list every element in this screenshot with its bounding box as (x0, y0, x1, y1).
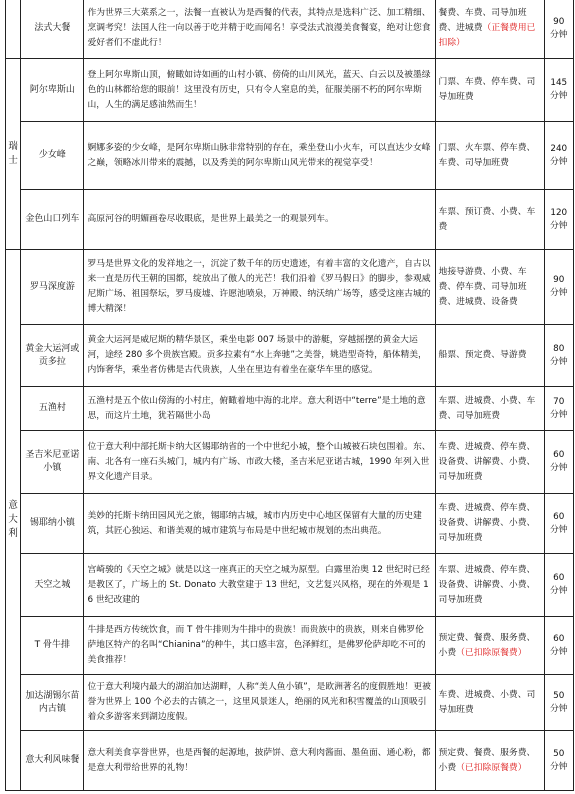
activity-name: 法式大餐 (21, 0, 84, 59)
table-row (6, 59, 574, 122)
activity-description: 高原河谷的明媚画卷尽收眼底，是世界上最美之一的观景列车。 (84, 190, 435, 250)
activity-description: 宫崎骏的《天空之城》就是以这一座真正的天空之城为原型。白露里治奥 12 世纪时已经是教区了，广场上的 St. Donato 大教堂建于 13 世纪，文艺复兴风格，现在的外观是 16 世纪改建的 (84, 554, 435, 617)
fee-text: 餐费、车费、司导加班费、进城费 (438, 8, 527, 33)
fee-text: 门票、火车票、停车费、车费、司导加班费 (438, 142, 536, 168)
duration: 60 分钟 (544, 494, 573, 554)
fee-items (435, 122, 544, 190)
table-row (6, 431, 574, 494)
duration: 50 分钟 (544, 731, 573, 791)
duration: 240 分钟 (544, 122, 573, 190)
fee-note: （已扣除原餐费） (456, 762, 527, 773)
table-row (6, 554, 574, 617)
activity-description: 婀娜多姿的少女峰，是阿尔卑斯山脉非常特别的存在，乘坐登山小火车，可以直达少女峰之巅，领略冰川带来的震撼，以及秀美的阿尔卑斯山风光带来的视觉享受！ (84, 122, 435, 190)
fee-text: 地接导游费、小费、车费、停车费、司导加班费、进城费、设备费 (438, 266, 527, 307)
fee-items (435, 59, 544, 122)
fee-items (435, 190, 544, 250)
fee-text: 船票、预定费、导游费 (438, 350, 527, 360)
duration: 60 分钟 (544, 617, 573, 675)
table-row (6, 325, 574, 387)
fee-note: （已扣除原餐费） (456, 647, 527, 658)
activity-name: T 骨牛排 (21, 617, 84, 675)
activity-name: 罗马深度游 (21, 250, 84, 325)
activity-description: 意大利美食享誉世界，也是西餐的起源地，披萨饼、意大利肉酱面、墨鱼面、通心粉，都是意大利带给世界的礼物！ (84, 731, 435, 791)
fee-text: 车费、进城费、停车费、设备费、讲解费、小费、司导加班费 (438, 441, 536, 482)
table-row (6, 387, 574, 431)
fee-items (435, 494, 544, 554)
table-row (6, 0, 574, 59)
table-row (6, 617, 574, 675)
fee-text: 车费、进城费、小费、司导加班费 (438, 689, 536, 715)
activity-name: 圣吉米尼亚诺小镇 (21, 431, 84, 494)
activity-description: 牛排是西方传统饮食，而 T 骨牛排则为牛排中的贵族！而贵族中的贵族，则来自佛罗伦萨地区特产的名叫“Chianina”的种牛，其口感丰富，色泽鲜红，是佛罗伦萨却吃不可的美食推荐！ (84, 617, 435, 675)
duration: 50 分钟 (544, 675, 573, 731)
duration: 80 分钟 (544, 325, 573, 387)
fee-items (435, 617, 544, 675)
table-row (6, 122, 574, 190)
table-row (6, 675, 574, 731)
country-cell: 意大利 (6, 250, 21, 791)
fee-items (435, 731, 544, 791)
activity-description: 五渔村是五个依山傍海的小村庄，俯瞰着地中海的北岸。意大利语中“terre”是土地的意思，而这片土地，犹若隔世小岛 (84, 387, 435, 431)
duration: 120 分钟 (544, 190, 573, 250)
duration: 70 分钟 (544, 387, 573, 431)
table-row (6, 190, 574, 250)
duration: 60 分钟 (544, 554, 573, 617)
duration: 145 分钟 (544, 59, 573, 122)
fee-text: 门票、车费、停车费、司导加班费 (438, 77, 536, 102)
fee-text: 预定费、餐费、服务费、小费 (438, 632, 536, 658)
activity-name: 加达湖锡尔苗内古镇 (21, 675, 84, 731)
fee-items (435, 325, 544, 387)
fee-items (435, 0, 544, 59)
fee-note: （正餐费用已扣除） (438, 23, 536, 48)
fee-text: 车票、进城费、小费、车费、司导加班费 (438, 395, 536, 421)
fee-text: 车票、预订费、小费、车费 (438, 206, 536, 232)
activity-description: 位于意大利境内最大的湖泊加达湖畔，人称“美人鱼小镇”，是欧洲著名的度假胜地！更被誉为世界上 100 个必去的古镇之一，这里风景迷人，绝丽的风光和积雪覆盖的山顶吸引着众多游客来到湖边度假。 (84, 675, 435, 731)
optional-activities-table (5, 0, 574, 791)
activity-description: 登上阿尔卑斯山顶，俯瞰如诗如画的山村小镇、傍倚的山川风光，蓝天、白云以及被墨绿色的山林都给您的眼前！这里没有历史，只有令人窒息的美，征服美丽不朽的阿尔卑斯山，人生的满足感油然而生！ (84, 59, 435, 122)
fee-items (435, 675, 544, 731)
activity-description: 美妙的托斯卡纳田园风光之旅，锡耶纳古城，城市内历史中心地区保留有大量的历史建筑，其匠心独运、和谐美观的城市建筑与布局是中世纪城市规划的杰出典范。 (84, 494, 435, 554)
activity-name: 黄金大运河或贡多拉 (21, 325, 84, 387)
activity-name: 意大利风味餐 (21, 731, 84, 791)
fee-text: 车费、进城费、停车费、设备费、讲解费、小费、司导加班费 (438, 503, 536, 543)
fee-items (435, 387, 544, 431)
fee-text: 预定费、餐费、服务费、小费 (438, 747, 536, 773)
activity-name: 锡耶纳小镇 (21, 494, 84, 554)
activity-name: 少女峰 (21, 122, 84, 190)
table-row (6, 494, 574, 554)
fee-items (435, 431, 544, 494)
table-row (6, 731, 574, 791)
activity-name: 天空之城 (21, 554, 84, 617)
activity-name: 阿尔卑斯山 (21, 59, 84, 122)
fee-text: 车票、进城费、停车费、设备费、讲解费、小费、司导加班费 (438, 564, 536, 605)
fee-items (435, 554, 544, 617)
activity-description: 位于意大利中部托斯卡纳大区锡耶纳省的一个中世纪小城，整个山城被石块包围着。东、南、北各有一座石头城门，城内有广场、市政大楼，圣吉米尼亚诺古城，1990 年列入世界文化遗产目录。 (84, 431, 435, 494)
activity-description: 罗马是世界文化的发祥地之一，沉淀了数千年的历史遗迹，有着丰富的文化遗产，自古以来一直是历代王朝的国都，绽放出了傲人的光芒！我们沿着《罗马假日》的脚步，参观威尼斯广场、祖国祭坛，罗马废墟、许愿池喷泉，万神殿、纳沃纳广场等，感受这座古城的博大精深！ (84, 250, 435, 325)
activity-description: 黄金大运河是威尼斯的精华景区，乘坐电影 007 场景中的游艇，穿越摇摆的黄金大运河，途经 280 多个贵族宫殿。贡多拉素有“水上奔驰”之美誉，姚造型奇特，船体精美，内饰奢华，乘坐者仿佛是古代贵族，人坐在里边有着坐在豪华车里的感觉。 (84, 325, 435, 387)
table-row (6, 250, 574, 325)
country-cell: 瑞士 (6, 59, 21, 250)
duration: 90 分钟 (544, 0, 573, 59)
activity-description: 作为世界三大菜系之一，法餐一直被认为是西餐的代表，其特点是选料广泛、加工精细、烹调考究！法国人往一向以善于吃并精于吃而闻名！享受法式浪漫美食餐宴，绝对让您食爱好者们不虚此行！ (84, 0, 435, 59)
fee-items (435, 250, 544, 325)
duration: 60 分钟 (544, 431, 573, 494)
duration: 90 分钟 (544, 250, 573, 325)
activity-name: 金色山口列车 (21, 190, 84, 250)
activity-name: 五渔村 (21, 387, 84, 431)
country-cell (6, 0, 21, 59)
